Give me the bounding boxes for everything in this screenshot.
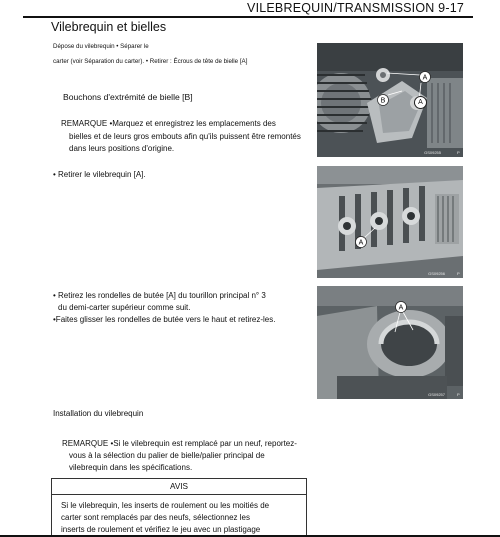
step3-line2: du demi-carter supérieur comme suit. bbox=[58, 303, 191, 312]
photo-2-callout-a: A bbox=[358, 239, 364, 247]
photo-1-id: GS09255 bbox=[424, 150, 441, 155]
notice-line1: Si le vilebrequin, les inserts de roulement ou les moitiés de bbox=[61, 501, 270, 510]
install-note-line3: vilebrequin dans les spécifications. bbox=[69, 463, 193, 472]
notice-line2: carter sont remplacés par des neufs, sélectionnez les bbox=[61, 513, 250, 522]
photo-1-callout-a: A bbox=[422, 74, 428, 82]
section-title: Vilebrequin et bielles bbox=[51, 20, 167, 34]
photo-3-id: GS09257 bbox=[428, 392, 445, 397]
photo-3-tag: P bbox=[457, 392, 460, 397]
photo-2-illustration bbox=[317, 166, 463, 278]
header-rule bbox=[23, 16, 473, 18]
photo-crankshaft-rods bbox=[317, 43, 463, 157]
photo-3-callout-a: A bbox=[398, 304, 404, 312]
photo-remove-crankshaft bbox=[317, 166, 463, 278]
notice-line3: inserts de roulement et vérifiez le jeu avec un plastigage bbox=[61, 525, 261, 534]
page-header-title: VILEBREQUIN/TRANSMISSION 9-17 bbox=[247, 1, 464, 15]
notice-box bbox=[51, 478, 307, 537]
photo-2-id: GS09256 bbox=[428, 271, 445, 276]
notice-body bbox=[61, 500, 269, 536]
step3-line3: •Faites glisser les rondelles de butée vers le haut et retirez-les. bbox=[53, 315, 276, 324]
step1-note-line1: REMARQUE •Marquez et enregistrez les emplacements des bbox=[61, 119, 276, 128]
install-note-line1: REMARQUE •Si le vilebrequin est remplacé par un neuf, reportez- bbox=[62, 439, 297, 448]
step1-note-line2: bielles et de leurs gros embouts afin qu'ils puissent être remontés bbox=[69, 132, 301, 141]
install-title: Installation du vilebrequin bbox=[53, 409, 144, 418]
photo-1-illustration bbox=[317, 43, 463, 157]
photo-2-tag: P bbox=[457, 271, 460, 276]
notice-title: AVIS bbox=[52, 479, 306, 495]
photo-1-callout-a2: A bbox=[414, 96, 427, 109]
step3-line1: • Retirez les rondelles de butée [A] du tourillon principal n° 3 bbox=[53, 291, 266, 300]
install-note-line2: vous à la sélection du palier de bielle/palier principal de bbox=[69, 451, 265, 460]
step2-text: • Retirer le vilebrequin [A]. bbox=[53, 170, 146, 179]
step1-subitem: Bouchons d'extrémité de bielle [B] bbox=[63, 92, 193, 102]
step1-line1: Dépose du vilebrequin • Séparer le bbox=[53, 43, 149, 50]
step1-note-line3: dans leurs positions d'origine. bbox=[69, 144, 175, 153]
photo-1-callout-b: B bbox=[380, 97, 386, 105]
step1-line2: carter (voir Séparation du carter). • Retirer : Écrous de tête de bielle [A] bbox=[53, 58, 248, 65]
photo-thrust-washers bbox=[317, 286, 463, 399]
photo-1-tag: P bbox=[457, 150, 460, 155]
photo-3-illustration bbox=[317, 286, 463, 399]
